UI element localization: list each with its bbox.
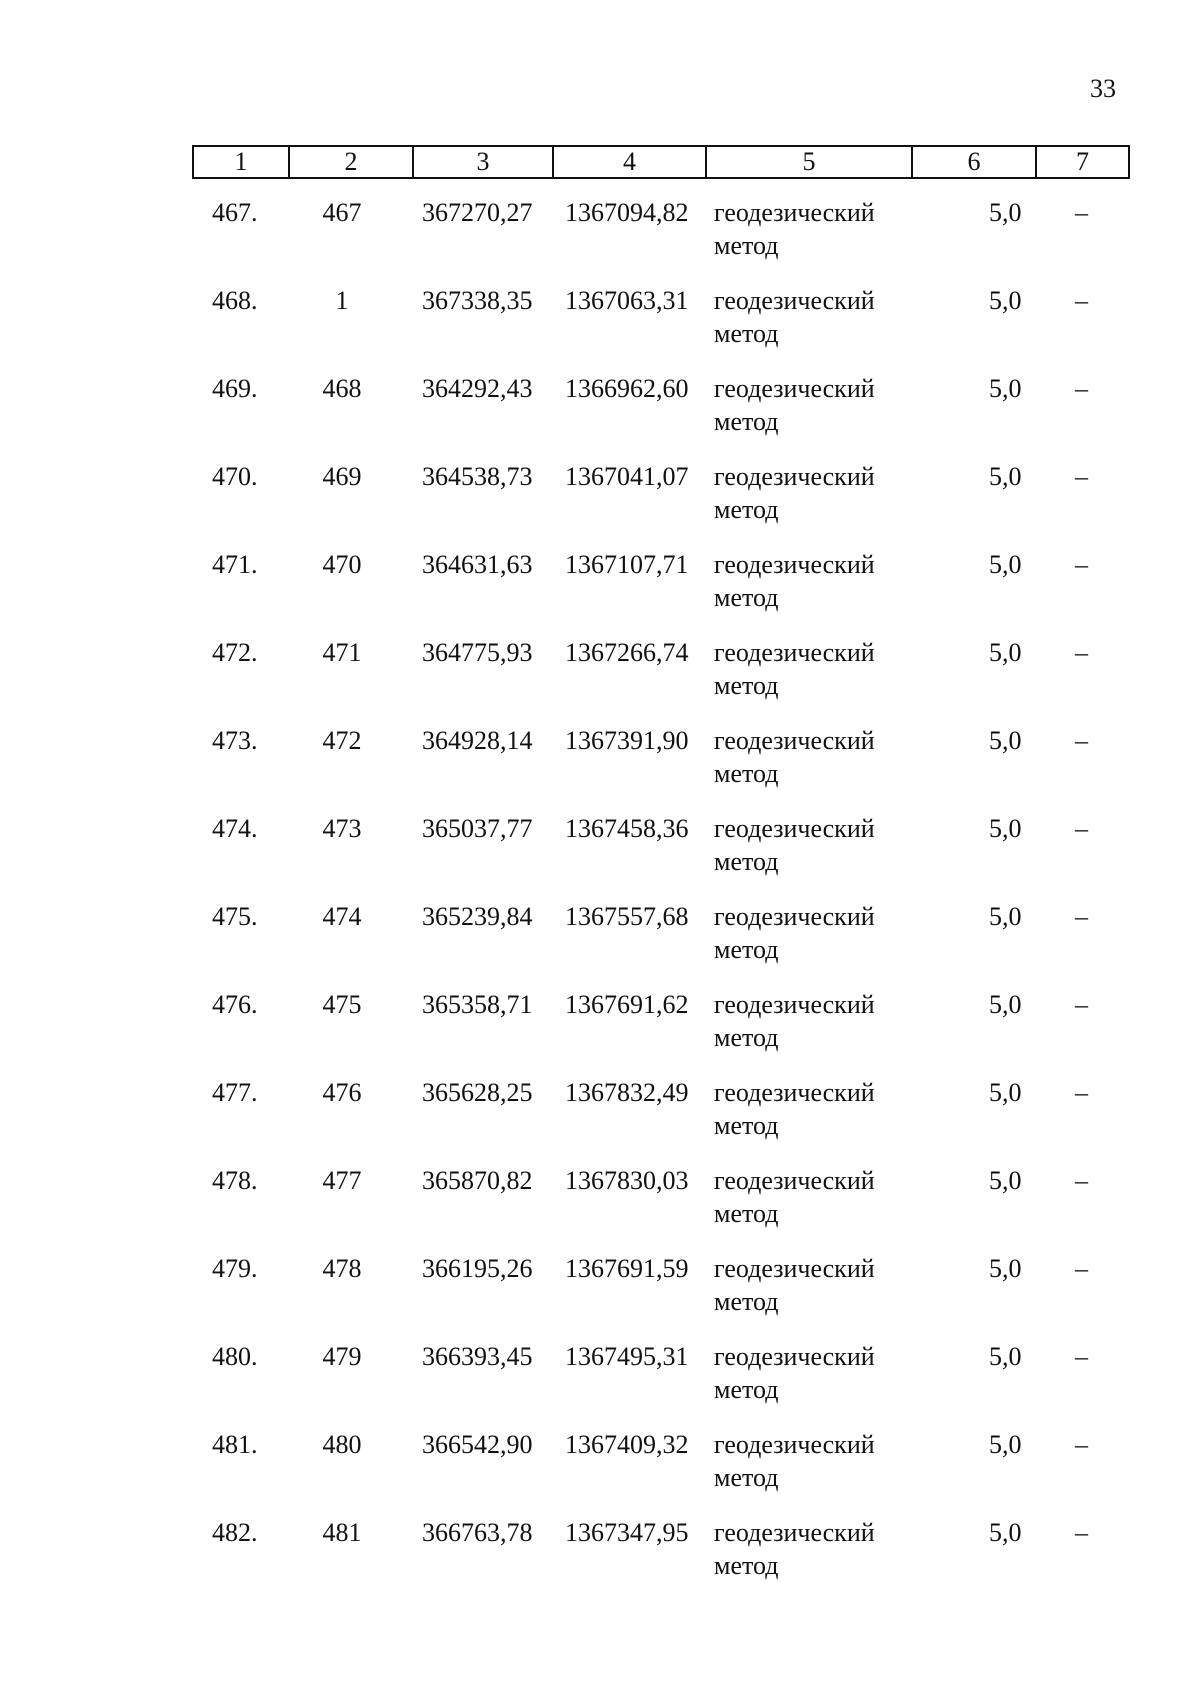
x-coordinate: 366195,26	[422, 1254, 533, 1283]
method-line-1: геодезический	[714, 374, 875, 403]
method-line-2: метод	[714, 407, 779, 436]
dash-value: –	[1075, 374, 1088, 403]
row-number: 476.	[212, 990, 258, 1019]
method-text	[714, 900, 914, 966]
table-row	[192, 548, 1132, 636]
y-coordinate: 1367266,74	[565, 638, 689, 667]
y-coordinate: 1367830,03	[565, 1166, 689, 1195]
method-text	[714, 372, 914, 438]
table-row	[192, 636, 1132, 724]
row-number: 478.	[212, 1166, 258, 1195]
row-number: 470.	[212, 462, 258, 491]
point-number: 473	[322, 814, 362, 843]
method-line-2: метод	[714, 1023, 779, 1052]
method-text	[714, 636, 914, 702]
x-coordinate: 365358,71	[422, 990, 533, 1019]
column-header-4: 4	[553, 146, 706, 178]
column-header-1: 1	[193, 146, 289, 178]
method-line-2: метод	[714, 671, 779, 700]
y-coordinate: 1367347,95	[565, 1518, 689, 1547]
row-number: 480.	[212, 1342, 258, 1371]
method-line-1: геодезический	[714, 990, 875, 1019]
dash-value: –	[1075, 462, 1088, 491]
method-line-1: геодезический	[714, 1254, 875, 1283]
x-coordinate: 365037,77	[422, 814, 533, 843]
accuracy-value: 5,0	[989, 1342, 1022, 1371]
dash-value: –	[1075, 198, 1088, 227]
point-number: 476	[322, 1078, 362, 1107]
method-line-1: геодезический	[714, 1166, 875, 1195]
point-number: 471	[322, 638, 362, 667]
table-row	[192, 460, 1132, 548]
point-number: 477	[322, 1166, 362, 1195]
table-row	[192, 1252, 1132, 1340]
x-coordinate: 364928,14	[422, 726, 533, 755]
method-line-2: метод	[714, 1463, 779, 1492]
point-number: 472	[322, 726, 362, 755]
accuracy-value: 5,0	[989, 1518, 1022, 1547]
accuracy-value: 5,0	[989, 726, 1022, 755]
point-number: 470	[322, 550, 362, 579]
method-text	[714, 812, 914, 878]
table-row	[192, 988, 1132, 1076]
method-line-1: геодезический	[714, 1430, 875, 1459]
column-header-table	[192, 145, 1130, 179]
y-coordinate: 1367107,71	[565, 550, 689, 579]
dash-value: –	[1075, 814, 1088, 843]
method-line-1: геодезический	[714, 902, 875, 931]
dash-value: –	[1075, 1166, 1088, 1195]
method-line-1: геодезический	[714, 550, 875, 579]
method-line-2: метод	[714, 231, 779, 260]
method-text	[714, 988, 914, 1054]
dash-value: –	[1075, 902, 1088, 931]
accuracy-value: 5,0	[989, 286, 1022, 315]
method-text	[714, 1252, 914, 1318]
method-line-1: геодезический	[714, 638, 875, 667]
accuracy-value: 5,0	[989, 1078, 1022, 1107]
method-text	[714, 1076, 914, 1142]
table-row	[192, 284, 1132, 372]
y-coordinate: 1366962,60	[565, 374, 689, 403]
accuracy-value: 5,0	[989, 462, 1022, 491]
y-coordinate: 1367391,90	[565, 726, 689, 755]
point-number: 467	[322, 198, 362, 227]
column-header-6: 6	[912, 146, 1036, 178]
y-coordinate: 1367063,31	[565, 286, 689, 315]
method-text	[714, 284, 914, 350]
x-coordinate: 366763,78	[422, 1518, 533, 1547]
method-text	[714, 548, 914, 614]
method-line-1: геодезический	[714, 726, 875, 755]
table-row	[192, 900, 1132, 988]
column-header-5: 5	[706, 146, 912, 178]
method-line-2: метод	[714, 1375, 779, 1404]
method-line-2: метод	[714, 1111, 779, 1140]
column-header-7: 7	[1036, 146, 1129, 178]
point-number: 481	[322, 1518, 362, 1547]
method-line-2: метод	[714, 1551, 779, 1580]
accuracy-value: 5,0	[989, 1254, 1022, 1283]
method-text	[714, 1340, 914, 1406]
table-row	[192, 1428, 1132, 1516]
method-line-2: метод	[714, 1199, 779, 1228]
row-number: 482.	[212, 1518, 258, 1547]
point-number: 480	[322, 1430, 362, 1459]
x-coordinate: 367338,35	[422, 286, 533, 315]
table-row	[192, 1340, 1132, 1428]
row-number: 467.	[212, 198, 258, 227]
method-line-1: геодезический	[714, 286, 875, 315]
point-number: 474	[322, 902, 362, 931]
accuracy-value: 5,0	[989, 550, 1022, 579]
table-row	[192, 1516, 1132, 1604]
method-text	[714, 1428, 914, 1494]
table-row	[192, 372, 1132, 460]
point-number: 479	[322, 1342, 362, 1371]
table-row	[192, 1164, 1132, 1252]
dash-value: –	[1075, 1518, 1088, 1547]
x-coordinate: 364631,63	[422, 550, 533, 579]
method-line-1: геодезический	[714, 1518, 875, 1547]
method-line-2: метод	[714, 935, 779, 964]
row-number: 475.	[212, 902, 258, 931]
dash-value: –	[1075, 726, 1088, 755]
dash-value: –	[1075, 1430, 1088, 1459]
accuracy-value: 5,0	[989, 198, 1022, 227]
accuracy-value: 5,0	[989, 1430, 1022, 1459]
method-line-2: метод	[714, 319, 779, 348]
column-header-2: 2	[289, 146, 413, 178]
accuracy-value: 5,0	[989, 990, 1022, 1019]
row-number: 468.	[212, 286, 258, 315]
row-number: 481.	[212, 1430, 258, 1459]
x-coordinate: 366393,45	[422, 1342, 533, 1371]
row-number: 477.	[212, 1078, 258, 1107]
method-line-2: метод	[714, 1287, 779, 1316]
method-text	[714, 460, 914, 526]
table-row	[192, 1076, 1132, 1164]
accuracy-value: 5,0	[989, 374, 1022, 403]
point-number: 475	[322, 990, 362, 1019]
table-row	[192, 812, 1132, 900]
table-row	[192, 724, 1132, 812]
dash-value: –	[1075, 638, 1088, 667]
method-line-2: метод	[714, 847, 779, 876]
coordinate-rows	[192, 196, 1132, 1604]
method-text	[714, 1164, 914, 1230]
row-number: 479.	[212, 1254, 258, 1283]
method-line-1: геодезический	[714, 198, 875, 227]
column-header-3: 3	[413, 146, 553, 178]
row-number: 473.	[212, 726, 258, 755]
x-coordinate: 367270,27	[422, 198, 533, 227]
x-coordinate: 364775,93	[422, 638, 533, 667]
accuracy-value: 5,0	[989, 1166, 1022, 1195]
row-number: 469.	[212, 374, 258, 403]
dash-value: –	[1075, 1254, 1088, 1283]
row-number: 471.	[212, 550, 258, 579]
x-coordinate: 365628,25	[422, 1078, 533, 1107]
method-text	[714, 724, 914, 790]
column-header-row	[193, 146, 1129, 178]
y-coordinate: 1367691,59	[565, 1254, 689, 1283]
x-coordinate: 364538,73	[422, 462, 533, 491]
y-coordinate: 1367409,32	[565, 1430, 689, 1459]
point-number: 468	[322, 374, 362, 403]
dash-value: –	[1075, 1342, 1088, 1371]
row-number: 472.	[212, 638, 258, 667]
accuracy-value: 5,0	[989, 638, 1022, 667]
x-coordinate: 364292,43	[422, 374, 533, 403]
x-coordinate: 365870,82	[422, 1166, 533, 1195]
accuracy-value: 5,0	[989, 814, 1022, 843]
method-line-1: геодезический	[714, 814, 875, 843]
dash-value: –	[1075, 990, 1088, 1019]
y-coordinate: 1367458,36	[565, 814, 689, 843]
method-text	[714, 196, 914, 262]
dash-value: –	[1075, 286, 1088, 315]
page-number: 33	[1090, 74, 1116, 103]
y-coordinate: 1367832,49	[565, 1078, 689, 1107]
y-coordinate: 1367495,31	[565, 1342, 689, 1371]
y-coordinate: 1367094,82	[565, 198, 689, 227]
y-coordinate: 1367041,07	[565, 462, 689, 491]
point-number: 469	[322, 462, 362, 491]
x-coordinate: 366542,90	[422, 1430, 533, 1459]
method-line-1: геодезический	[714, 1342, 875, 1371]
method-line-1: геодезический	[714, 1078, 875, 1107]
method-text	[714, 1516, 914, 1582]
method-line-2: метод	[714, 583, 779, 612]
point-number: 478	[322, 1254, 362, 1283]
point-number: 1	[335, 286, 349, 315]
method-line-2: метод	[714, 495, 779, 524]
accuracy-value: 5,0	[989, 902, 1022, 931]
method-line-2: метод	[714, 759, 779, 788]
x-coordinate: 365239,84	[422, 902, 533, 931]
method-line-1: геодезический	[714, 462, 875, 491]
y-coordinate: 1367691,62	[565, 990, 689, 1019]
table-row	[192, 196, 1132, 284]
row-number: 474.	[212, 814, 258, 843]
dash-value: –	[1075, 1078, 1088, 1107]
dash-value: –	[1075, 550, 1088, 579]
y-coordinate: 1367557,68	[565, 902, 689, 931]
